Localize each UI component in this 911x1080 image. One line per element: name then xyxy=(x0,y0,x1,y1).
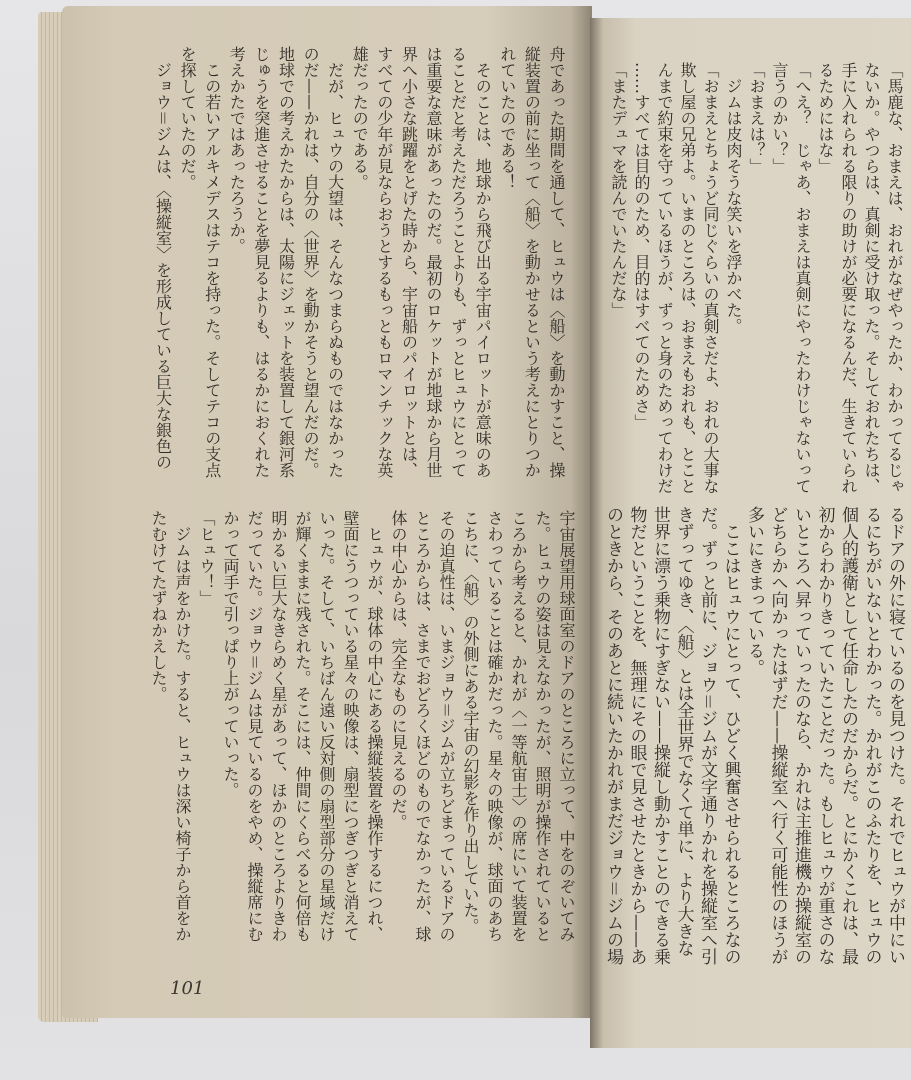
text-column: 「またデュマを読んでいたんだな」 xyxy=(609,62,628,318)
left-page-top-text xyxy=(150,46,568,478)
text-column: この若いアルキメデスはテコを持った。そしてテコの支点 xyxy=(202,46,222,478)
text-column: 界へ小さな跳躍をとげた時から、宇宙船のパイロットとは、 xyxy=(399,46,419,478)
text-column: 考えかたではあったろうか。 xyxy=(227,46,247,254)
text-column: いった。そして、いちばん遠い反対側の扇型部分の星域だけ xyxy=(317,510,336,942)
text-column: さわっていることは確かだった。星々の映像が、球面のあち xyxy=(485,510,504,942)
text-column: 「ヒュウ！」 xyxy=(197,510,216,606)
text-column: きずってゆき、〈船〉とは全世界でなくて単に、より大きな xyxy=(673,506,694,957)
text-column: 手に入れられる限りの助けが必要になるんだ、生きていられ xyxy=(839,62,858,494)
text-column: そのことは、地球から飛び出る宇宙パイロットが意味のあ xyxy=(473,46,493,478)
page-number: 101 xyxy=(170,978,205,999)
text-column: 縦装置の前に坐って〈船〉を動かせるという考えにとりつか xyxy=(522,46,542,478)
text-column: ないか。やつらは、真剣に受け取った。そしておれたちは、 xyxy=(862,62,881,494)
text-column: たむけてたずねかえした。 xyxy=(149,510,168,702)
text-column: 「おまえとちょうど同じぐらいの真剣さだよ、おれの大事な xyxy=(701,62,720,494)
text-column: 物だということを、無理にその眼で見させたときから——あ xyxy=(626,506,647,965)
text-column: こちに、〈船〉の外側にある宇宙の幻影を作り出していた。 xyxy=(461,510,480,934)
text-column: 明かるい巨大なきらめく星があって、ほかのところよりきわ xyxy=(269,510,288,942)
text-column: るためにはな」 xyxy=(816,62,835,174)
text-column: 舟であった期間を通して、ヒュウは〈船〉を動かすこと、操 xyxy=(547,46,566,478)
text-column: るにちがいないとわかった。かれがこのふたりを、ヒュウの xyxy=(861,506,882,965)
text-column: 個人的護衛として任命したのだからだ。とにかくこれは、最 xyxy=(838,506,858,965)
text-column: だっていた。ジョウ＝ジムは見ているのをやめ、操縦席にむ xyxy=(245,510,264,943)
right-page-top-text xyxy=(607,62,906,494)
left-page-bottom-text xyxy=(146,510,578,942)
text-column: ところからは、さまでおどろくほどのものでなかったが、球 xyxy=(413,510,432,942)
text-column: 多いにきまっている。 xyxy=(744,506,764,676)
text-column: るドアの外に寝ているのを見つけた。それでヒュウが中にい xyxy=(885,506,905,965)
text-column: ……すべては目的のため、目的はすべてのためさ」 xyxy=(632,62,651,430)
text-column: だ。ずっと前に、ジョウ＝ジムが文字通りかれを操縦室へ引 xyxy=(697,506,717,965)
text-column: 雄だったのである。 xyxy=(350,46,370,190)
text-column: いところへ昇っていったのなら、かれは主推進機か操縦室の xyxy=(791,506,811,965)
text-column: 「へえ？ じゃあ、おまえは真剣にやったわけじゃないって xyxy=(793,62,812,494)
text-column: 宇宙展望用球面室のドアのところに立って、中をのぞいてみ xyxy=(557,510,576,942)
text-column: かって両手で引っぱり上がっていった。 xyxy=(221,510,240,798)
text-column: 壁面にうつっている星々の映像は、扇型につぎつぎと消えて xyxy=(341,510,360,942)
text-column: のだ——かれは、自分の〈世界〉を動かそうと望んだのだ。 xyxy=(301,46,321,478)
text-column: その迫真性は、いまジョウ＝ジムが立ちどまっているドアの xyxy=(437,510,456,943)
text-column: だが、ヒュウの大望は、そんなつまらぬものではなかった xyxy=(325,46,345,478)
text-column: ジムは声をかけた。すると、ヒュウは深い椅子から首をか xyxy=(173,510,192,942)
text-column: が輝くままに残された。そこには、仲間にくらべると何倍も xyxy=(293,510,312,942)
text-column: 地球での考えかたからは、太陽にジェットを装置して銀河系 xyxy=(276,46,296,478)
text-column: ジムは皮肉そうな笑いを浮かべた。 xyxy=(724,62,743,334)
text-column: は重要な意味があったのだ。最初のロケットが地球から月世 xyxy=(424,46,444,478)
text-column: 「おまえは？」 xyxy=(747,62,766,174)
text-column: を探していたのだ。 xyxy=(178,46,198,190)
right-page-bottom-text xyxy=(601,506,907,965)
text-column: ころから考えると、かれが〈一等航宙士〉の席にいて装置を xyxy=(509,510,528,942)
text-column: 言うのかい？」 xyxy=(770,62,789,174)
text-column: 欺し屋の兄弟よ。いまのところは、おまえもおれも、とこと xyxy=(678,62,697,494)
text-column: れていたのである！ xyxy=(497,46,517,190)
text-column: ることだと考えただろうことよりも、ずっとヒュウにとって xyxy=(448,46,468,478)
text-column: 初からわかりきっていたことだった。もしヒュウが重さのな xyxy=(814,506,835,965)
text-column: どちらかへ向かったはずだ——操縦室へ行く可能性のほうが xyxy=(767,506,788,965)
text-column: 世界に漂う乗物にすぎない——操縦し動かすことのできる乗 xyxy=(650,506,670,965)
text-column: じゅうを突進させることを夢見るよりも、はるかにおくれた xyxy=(251,46,271,478)
text-column: のときから、そのあとに続いたかれがまだジョウ＝ジムの場 xyxy=(603,506,623,965)
text-column: 体の中心からは、完全なものに見えるのだ。 xyxy=(389,510,408,830)
text-column: た。ヒュウの姿は見えなかったが、照明が操作されていると xyxy=(533,510,552,942)
text-column: 「馬鹿な、おまえは、おれがなぜやったか、わかってるじゃ xyxy=(885,62,904,494)
text-column: すべての少年が見ならおうとするもっともロマンチックな英 xyxy=(374,46,394,478)
text-column: んまで約束を守っているほうが、ずっと身のためってわけだ xyxy=(655,62,674,494)
text-column: ここはヒュウにとって、ひどく興奮させられるところなの xyxy=(720,506,741,965)
text-column: ジョウ＝ジムは、〈操縦室〉を形成している巨大な銀色の xyxy=(153,46,173,471)
text-column: ヒュウが、球体の中心にある操縦装置を操作するにつれ、 xyxy=(365,510,384,942)
